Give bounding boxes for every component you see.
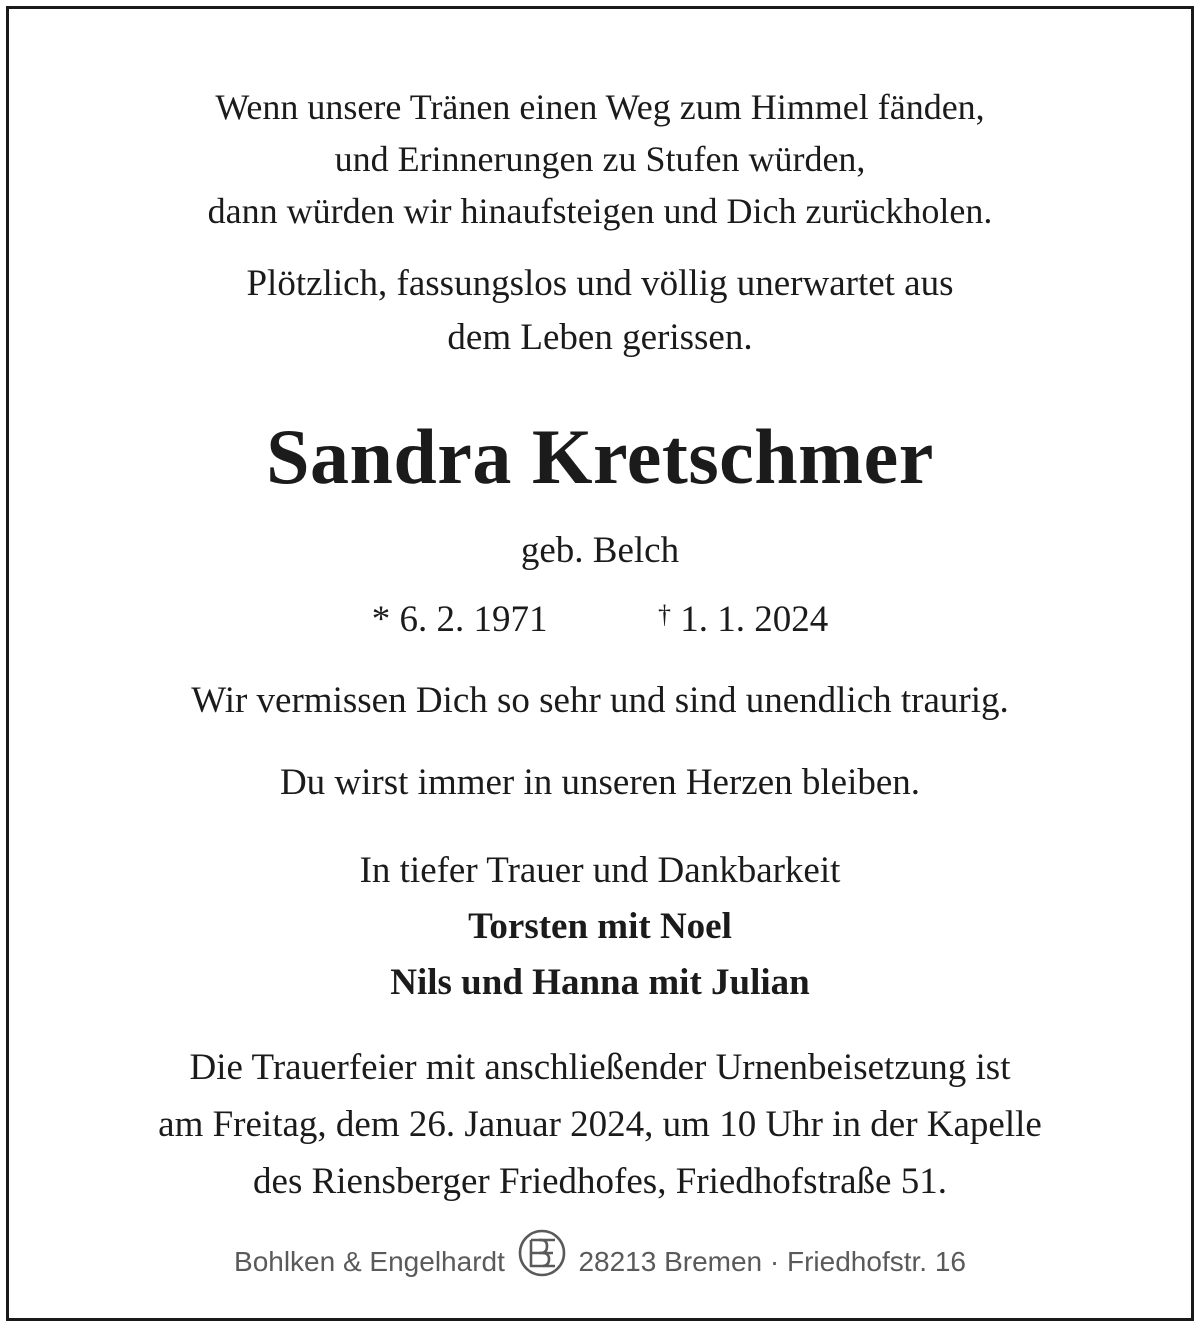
be-monogram-icon (517, 1228, 567, 1293)
life-dates (9, 587, 1191, 648)
death-date: 1. 1. 2024 (680, 599, 829, 640)
maiden-name: geb. Belch (520, 530, 680, 571)
hearts-message: Du wirst immer in unseren Herzen bleiben. (279, 762, 921, 803)
mourner-family-2: Nils und Hanna mit Julian (390, 962, 810, 1003)
service-line-2: am Freitag, dem 26. Januar 2024, um 10 Uhr in der Kapelle (158, 1104, 1042, 1145)
miss-message: Wir vermissen Dich so sehr und sind unendlich traurig. (191, 680, 1009, 721)
service-line-1: Die Trauerfeier mit anschließender Urnenbeisetzung ist (189, 1047, 1011, 1088)
poem-line-1: Wenn unsere Tränen einen Weg zum Himmel fänden, (215, 87, 985, 127)
undertaker-address: 28213 Bremen · Friedhofstr. 16 (578, 1245, 966, 1277)
undertaker-name: Bohlken & Engelhardt (234, 1245, 505, 1277)
service-line-3: des Riensberger Friedhofes, Friedhofstraße 51. (253, 1161, 947, 1202)
intro-line-2: dem Leben gerissen. (447, 317, 753, 358)
poem-line-2: und Erinnerungen zu Stufen würden, (334, 139, 866, 179)
intro-text (9, 257, 1191, 365)
death-symbol: † (658, 600, 671, 629)
intro-line-1: Plötzlich, fassungslos und völlig unerwartet aus (246, 263, 954, 304)
birth-date: 6. 2. 1971 (399, 599, 548, 640)
obituary-frame (6, 6, 1194, 1321)
deceased-name: Sandra Kretschmer (266, 413, 934, 500)
birth-symbol: * (371, 599, 391, 640)
mourners-heading: In tiefer Trauer und Dankbarkeit (359, 850, 841, 891)
mourner-family-1: Torsten mit Noel (468, 906, 732, 947)
poem-verse (9, 81, 1191, 237)
poem-line-3: dann würden wir hinaufsteigen und Dich zurückholen. (207, 191, 993, 231)
funeral-service-info (9, 1039, 1191, 1210)
mourners-block (9, 843, 1191, 1011)
undertaker-footer (9, 1231, 1191, 1296)
